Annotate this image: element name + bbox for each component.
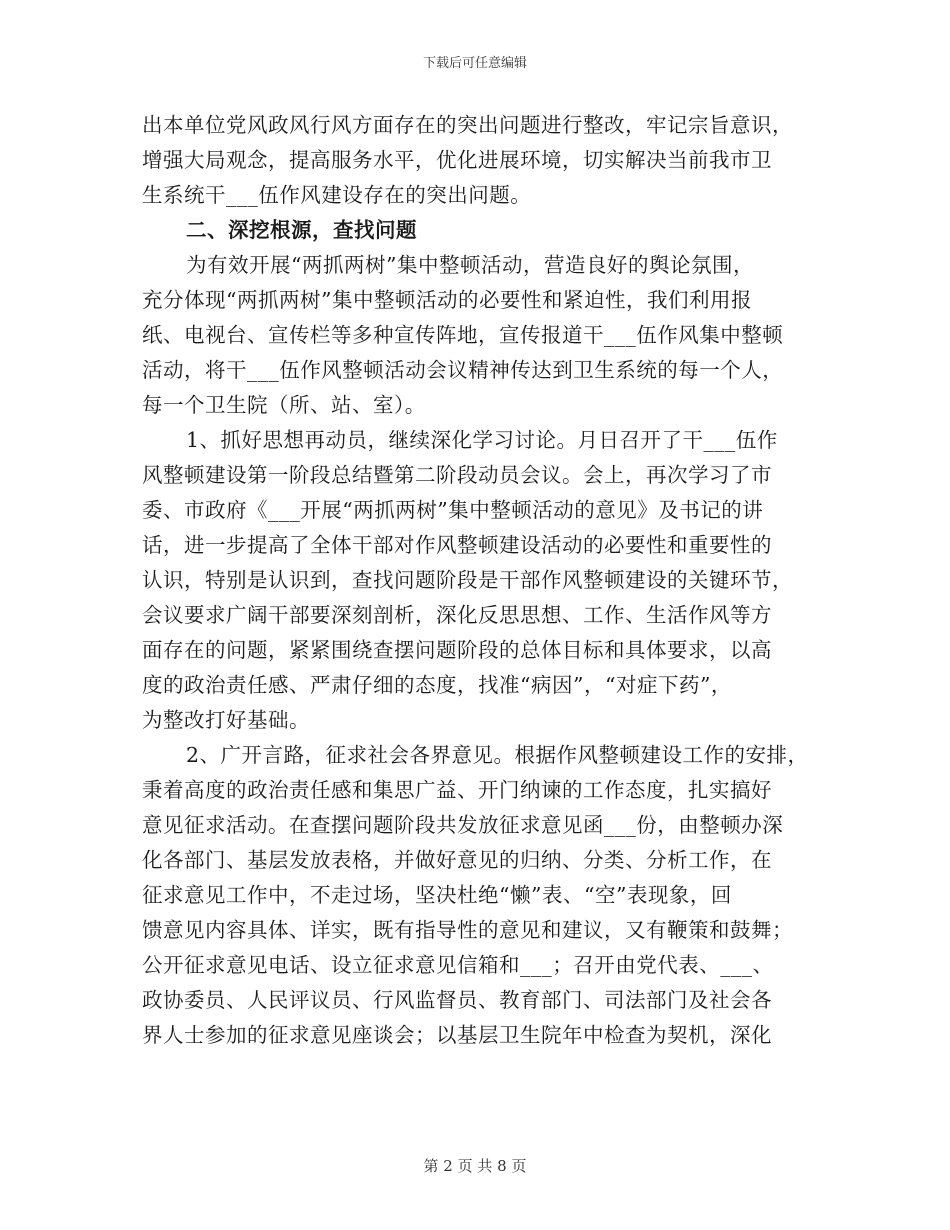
- text-line: 生系统干___伍作风建设存在的突出问题。: [142, 183, 532, 207]
- text-line: 认识，特别是认识到，查找问题阶段是干部作风整顿建设的关键环节，: [142, 568, 793, 592]
- text-line: 会议要求广阔干部要深刻剖析，深化反思思想、工作、生活作风等方: [142, 603, 772, 627]
- text-line: 征求意见工作中，不走过场，坚决杜绝“懒”表、“空”表现象，回: [142, 883, 732, 907]
- text-line: 每一个卫生院（所、站、室）。: [142, 393, 426, 417]
- section-heading: 二、深挖根源，查找问题: [186, 218, 417, 242]
- page-footer: 第 2 页 共 8 页: [423, 1157, 527, 1175]
- text-line: 馈意见内容具体、详实，既有指导性的意见和建议，又有鞭策和鼓舞；: [142, 918, 793, 942]
- text-line: 界人士参加的征求意见座谈会；以基层卫生院年中检查为契机，深化: [142, 1023, 772, 1047]
- text-line: 出本单位党风政风行风方面存在的突出问题进行整改，牢记宗旨意识，: [142, 113, 793, 137]
- text-line: 话，进一步提高了全体干部对作风整顿建设活动的必要性和重要性的: [142, 533, 772, 557]
- text-line: 活动，将干___伍作风整顿活动会议精神传达到卫生系统的每一个人，: [142, 358, 784, 382]
- text-line: 增强大局观念，提高服务水平，优化进展环境，切实解决当前我市卫: [142, 148, 772, 172]
- text-line: 公开征求意见电话、设立征求意见信箱和___；召开由党代表、___、: [142, 953, 774, 977]
- text-line: 度的政治责任感、严肃仔细的态度，找准“病因”，“对症下药”，: [142, 673, 732, 697]
- text-line: 风整顿建设第一阶段总结暨第二阶段动员会议。会上，再次学习了市: [142, 463, 772, 487]
- text-line: 2、广开言路，征求社会各界意见。根据作风整顿建设工作的安排，: [186, 743, 809, 767]
- document-body: [142, 108, 832, 1053]
- text-line: 1、抓好思想再动员，继续深化学习讨论。月日召开了干___伍作: [186, 428, 778, 452]
- text-line: 为有效开展“两抓两树”集中整顿活动，营造良好的舆论氛围，: [186, 253, 754, 277]
- text-line: 委、市政府《___开展“两抓两树”集中整顿活动的意见》及书记的讲: [142, 498, 764, 522]
- text-line: 政协委员、人民评议员、行风监督员、教育部门、司法部门及社会各: [142, 988, 772, 1012]
- text-line: 面存在的问题，紧紧围绕查摆问题阶段的总体目标和具体要求，以高: [142, 638, 772, 662]
- page-header: 下载后可任意编辑: [422, 56, 527, 71]
- text-line: 为整改打好基础。: [142, 708, 310, 732]
- text-line: 纸、电视台、宣传栏等多种宣传阵地，宣传报道干___伍作风集中整顿: [142, 323, 784, 347]
- text-line: 意见征求活动。在查摆问题阶段共发放征求意见函___份，由整顿办深: [142, 813, 784, 837]
- text-line: 充分体现“两抓两树”集中整顿活动的必要性和紧迫性，我们利用报: [142, 288, 752, 312]
- text-line: 化各部门、基层发放表格，并做好意见的归纳、分类、分析工作，在: [142, 848, 772, 872]
- text-line: 秉着高度的政治责任感和集思广益、开门纳谏的工作态度，扎实搞好: [142, 778, 772, 802]
